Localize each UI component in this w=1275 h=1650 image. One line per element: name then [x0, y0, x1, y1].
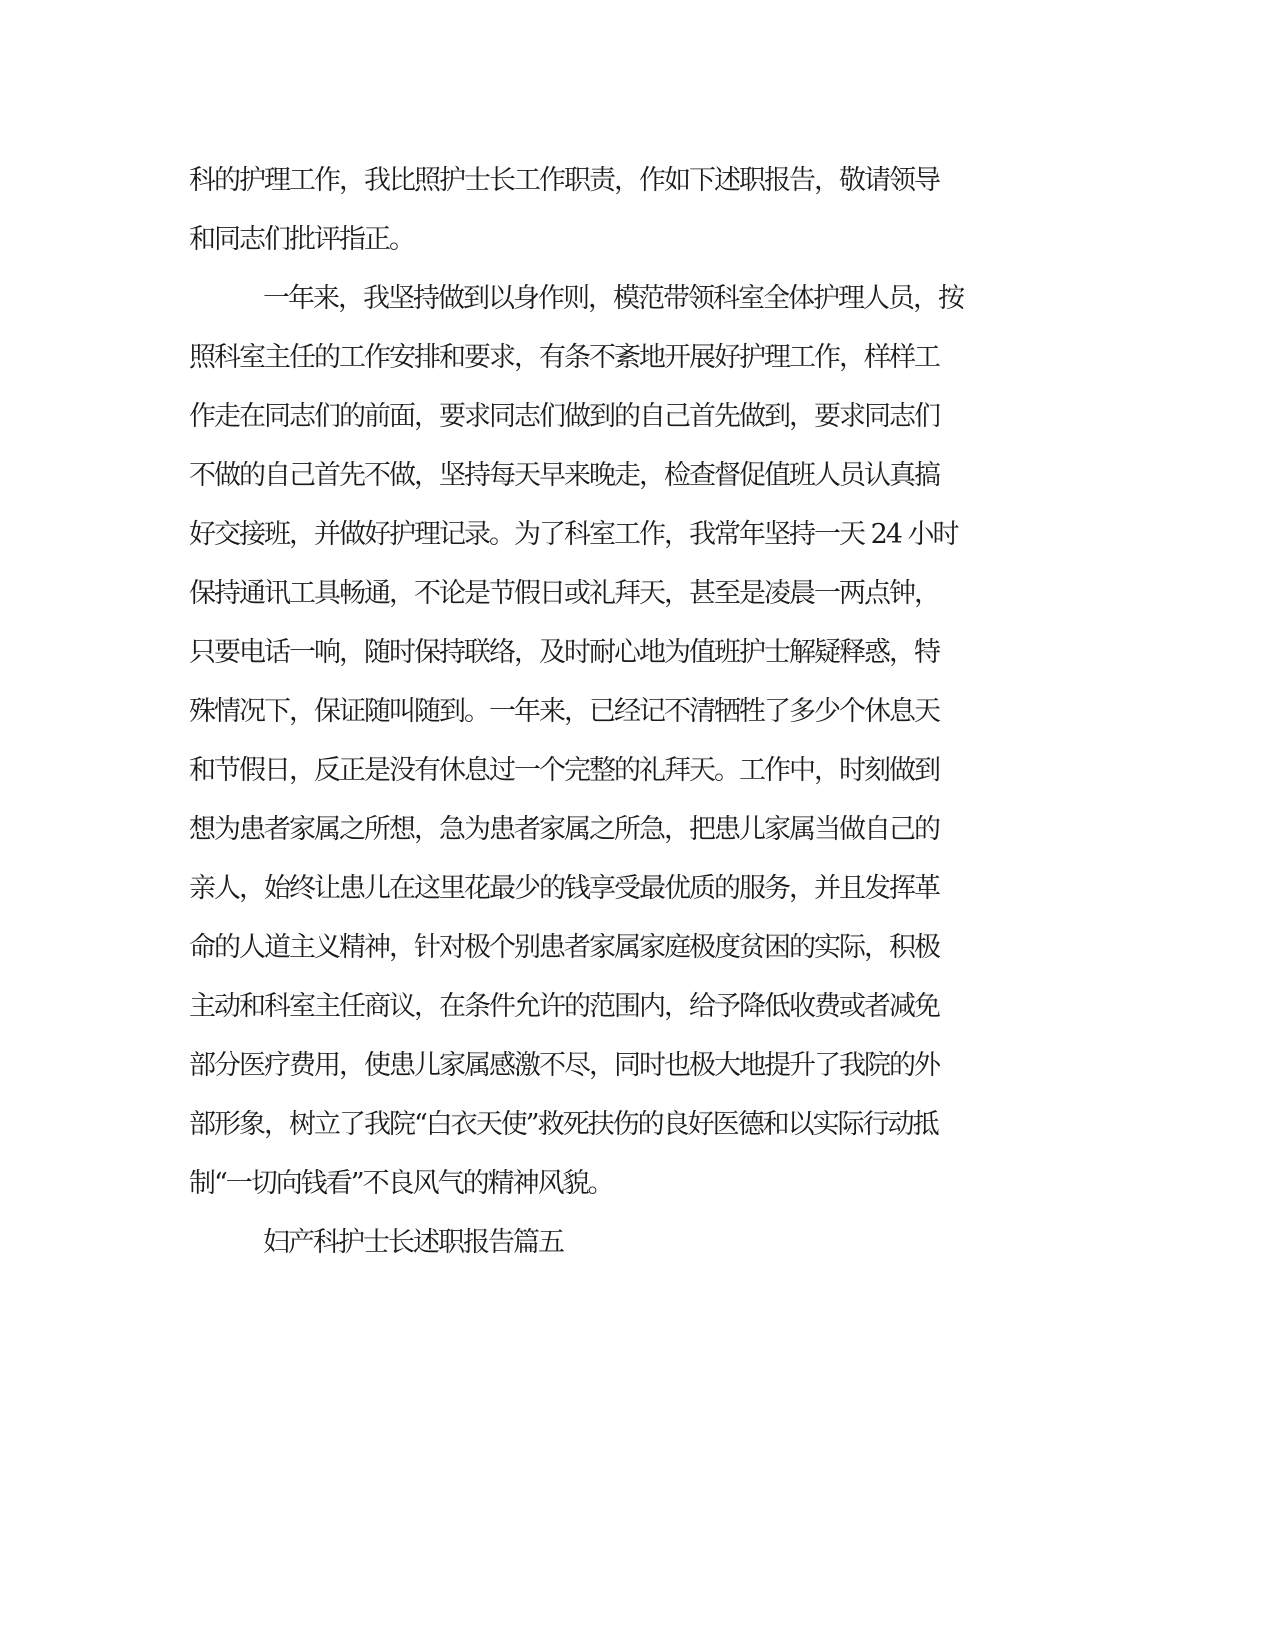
text-line: 不做的自己首先不做，坚持每天早来晚走，检查督促值班人员认真搞 — [189, 460, 939, 491]
section-heading: 妇产科护士长述职报告篇五 — [263, 1227, 563, 1258]
text-line: 科的护理工作，我比照护士长工作职责，作如下述职报告，敬请领导 — [189, 165, 939, 196]
text-line: 主动和科室主任商议，在条件允许的范围内，给予降低收费或者减免 — [189, 991, 939, 1022]
text-line: 保持通讯工具畅通，不论是节假日或礼拜天，甚至是凌晨一两点钟， — [189, 578, 939, 609]
text-line: 命的人道主义精神，针对极个别患者家属家庭极度贫困的实际，积极 — [189, 932, 939, 963]
text-line: 照科室主任的工作安排和要求，有条不紊地开展好护理工作，样样工 — [189, 342, 939, 373]
text-line: 和节假日，反正是没有休息过一个完整的礼拜天。工作中，时刻做到 — [189, 755, 939, 786]
text-line: 殊情况下，保证随叫随到。一年来，已经记不清牺牲了多少个休息天 — [189, 696, 939, 727]
text-line: 部分医疗费用，使患儿家属感激不尽，同时也极大地提升了我院的外 — [189, 1050, 939, 1081]
text-line: 部形象，树立了我院“白衣天使”救死扶伤的良好医德和以实际行动抵 — [189, 1109, 938, 1140]
paragraph-first-line: 一年来，我坚持做到以身作则，模范带领科室全体护理人员，按 — [263, 283, 963, 314]
text-line: 想为患者家属之所想，急为患者家属之所急，把患儿家属当做自己的 — [189, 814, 939, 845]
text-line: 只要电话一响，随时保持联络，及时耐心地为值班护士解疑释惑，特 — [189, 637, 939, 668]
text-line: 制“一切向钱看”不良风气的精神风貌。 — [189, 1168, 613, 1199]
text-line: 好交接班，并做好护理记录。为了科室工作，我常年坚持一天 24 小时 — [189, 519, 958, 550]
text-line: 和同志们批评指正。 — [189, 224, 414, 255]
text-line: 作走在同志们的前面，要求同志们做到的自己首先做到，要求同志们 — [189, 401, 939, 432]
text-line: 亲人，始终让患儿在这里花最少的钱享受最优质的服务，并且发挥革 — [189, 873, 939, 904]
